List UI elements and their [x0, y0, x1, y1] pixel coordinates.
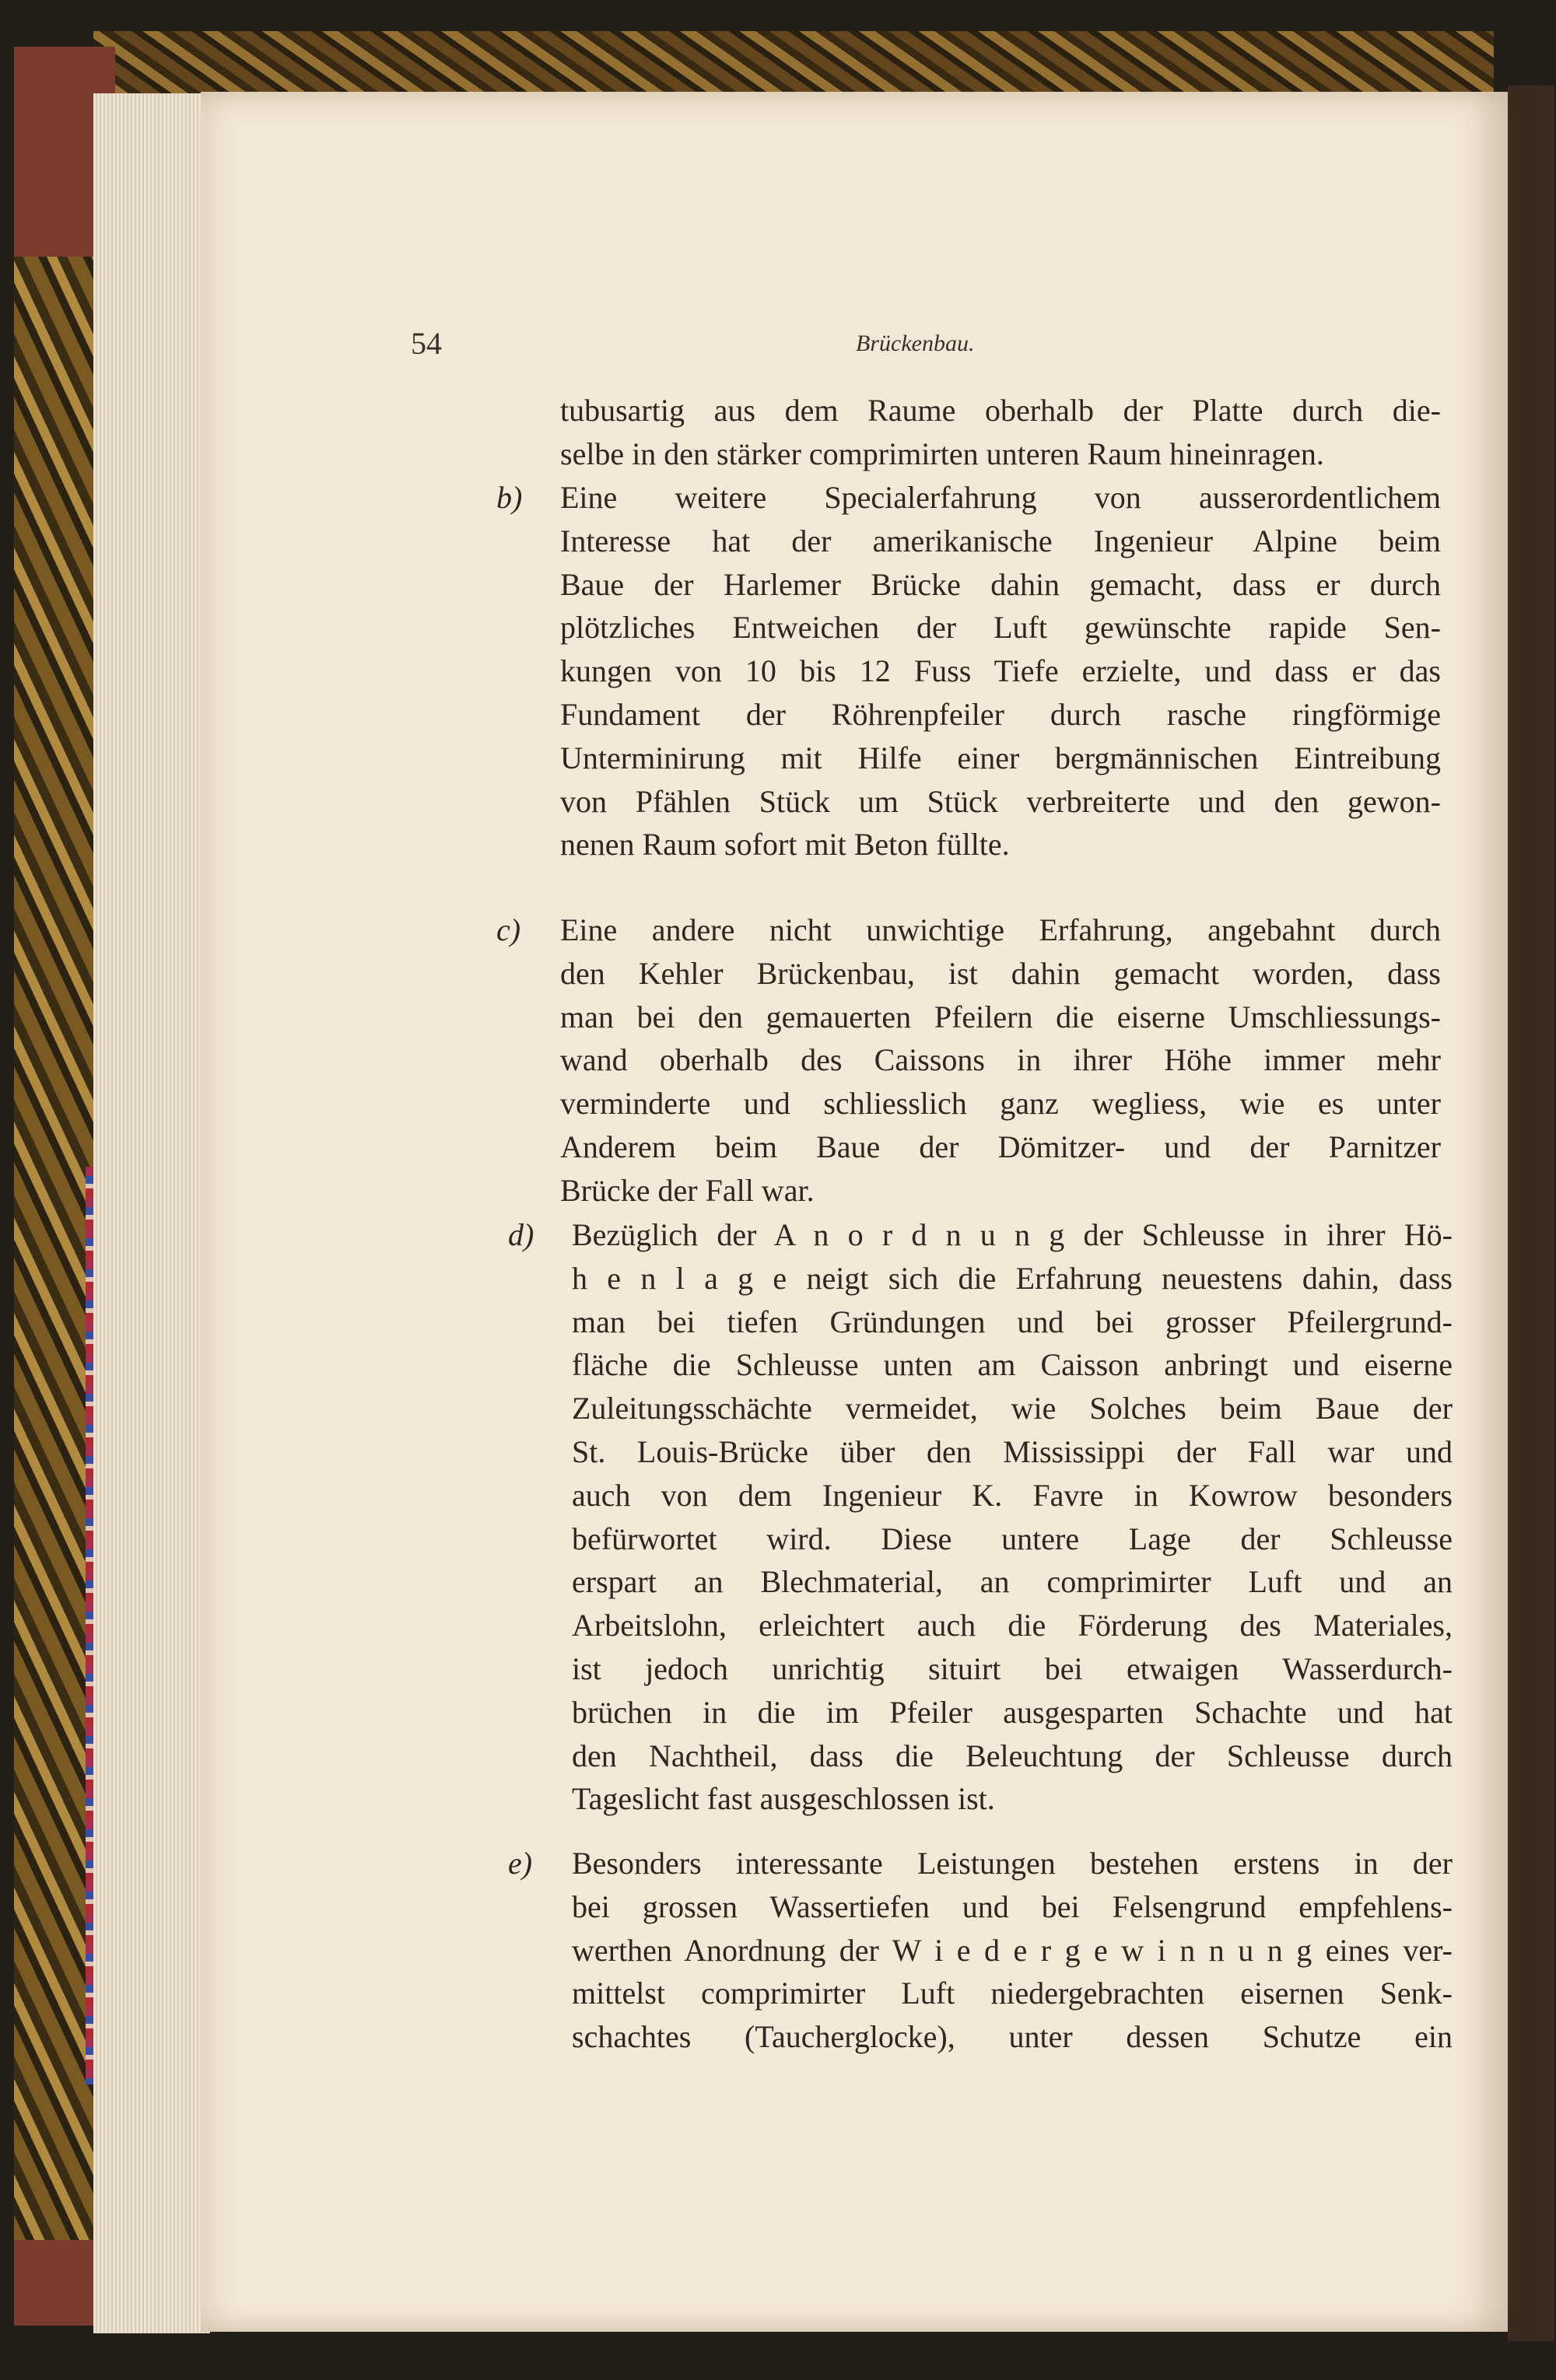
text-line: brüchen in die im Pfeiler ausgesparten Schachte und hat	[572, 1694, 1453, 1730]
list-marker: b)	[496, 480, 523, 515]
text-line: h e n l a g e neigt sich die Erfahrung neuestens dahin, dass	[572, 1260, 1453, 1296]
text-line: mittelst comprimirter Luft niedergebrachten eisernen Senk-	[572, 1976, 1453, 2011]
text-line: Eine weitere Specialerfahrung von ausserordentlichem	[560, 480, 1441, 515]
text-line: von Pfählen Stück um Stück verbreiterte und den gewon-	[560, 783, 1441, 819]
page-edges	[93, 93, 210, 2333]
text-line: Unterminirung mit Hilfe einer bergmännischen Eintreibung	[560, 740, 1441, 775]
running-header: Brückenbau.	[856, 331, 975, 356]
right-cover-edge	[1508, 86, 1554, 2341]
text-line: St. Louis-Brücke über den Mississippi der Fall war und	[572, 1433, 1453, 1469]
text-line: Brücke der Fall war.	[560, 1172, 815, 1208]
paragraph	[496, 908, 1441, 1213]
list-marker: e)	[508, 1846, 533, 1881]
text-line: Baue der Harlemer Brücke dahin gemacht, dass er durch	[560, 566, 1441, 602]
text-line: Fundament der Röhrenpfeiler durch rasche ringförmige	[560, 696, 1441, 732]
text-line: werthen Anordnung der W i e d e r g e w i n n u n g eines ver-	[572, 1932, 1453, 1968]
text-line: Eine andere nicht unwichtige Erfahrung, angebahnt durch	[560, 912, 1441, 947]
text-line: Zuleitungsschächte vermeidet, wie Solches beim Baue der	[572, 1391, 1453, 1426]
list-marker: d)	[508, 1217, 534, 1252]
list-marker: c)	[496, 912, 521, 947]
text-line: plötzliches Entweichen der Luft gewünschte rapide Sen-	[560, 610, 1441, 646]
text-line: Interesse hat der amerikanische Ingenieur Alpine beim	[560, 523, 1441, 558]
text-line: man bei tiefen Gründungen und bei grosser Pfeilergrund-	[572, 1304, 1453, 1339]
text-line: schachtes (Taucherglocke), unter dessen Schutze ein	[572, 2019, 1453, 2055]
text-line: befürwortet wird. Diese untere Lage der Schleusse	[572, 1521, 1453, 1556]
paragraph	[508, 1213, 1453, 1821]
text-line: man bei den gemauerten Pfeilern die eiserne Umschliessungs-	[560, 999, 1441, 1034]
text-line: Anderem beim Baue der Dömitzer- und der Parnitzer	[560, 1129, 1441, 1164]
paragraph	[496, 476, 1441, 866]
paragraph	[560, 389, 1441, 476]
text-line: tubusartig aus dem Raume oberhalb der Platte durch die-	[560, 393, 1441, 428]
text-line: wand oberhalb des Caissons in ihrer Höhe immer mehr	[560, 1042, 1441, 1078]
text-line: nenen Raum sofort mit Beton füllte.	[560, 827, 1010, 863]
paragraph	[508, 1842, 1453, 2059]
text-line: Arbeitslohn, erleichtert auch die Förderung des Materiales,	[572, 1608, 1453, 1643]
text-line: fläche die Schleusse unten am Caisson anbringt und eiserne	[572, 1347, 1453, 1383]
text-line: verminderte und schliesslich ganz wegliess, wie es unter	[560, 1086, 1441, 1122]
text-line: den Nachtheil, dass die Beleuchtung der Schleusse durch	[572, 1738, 1453, 1773]
text-line: erspart an Blechmaterial, an comprimirter Luft und an	[572, 1564, 1453, 1600]
text-line: selbe in den stärker comprimirten unteren Raum hineinragen.	[560, 436, 1324, 471]
text-line: den Kehler Brückenbau, ist dahin gemacht worden, dass	[560, 955, 1441, 991]
marbled-cover-top	[93, 31, 1494, 101]
text-line: kungen von 10 bis 12 Fuss Tiefe erzielte, und dass er das	[560, 653, 1441, 689]
text-line: Besonders interessante Leistungen bestehen erstens in der	[572, 1846, 1453, 1881]
text-line: auch von dem Ingenieur K. Favre in Kowrow besonders	[572, 1477, 1453, 1513]
text-line: Tageslicht fast ausgeschlossen ist.	[572, 1781, 995, 1817]
text-line: bei grossen Wassertiefen und bei Felsengrund empfehlens-	[572, 1888, 1453, 1924]
text-line: ist jedoch unrichtig situirt bei etwaigen Wasserdurch-	[572, 1650, 1453, 1686]
text-line: Bezüglich der A n o r d n u n g der Schleusse in ihrer Hö-	[572, 1217, 1453, 1252]
page-number: 54	[411, 326, 442, 361]
